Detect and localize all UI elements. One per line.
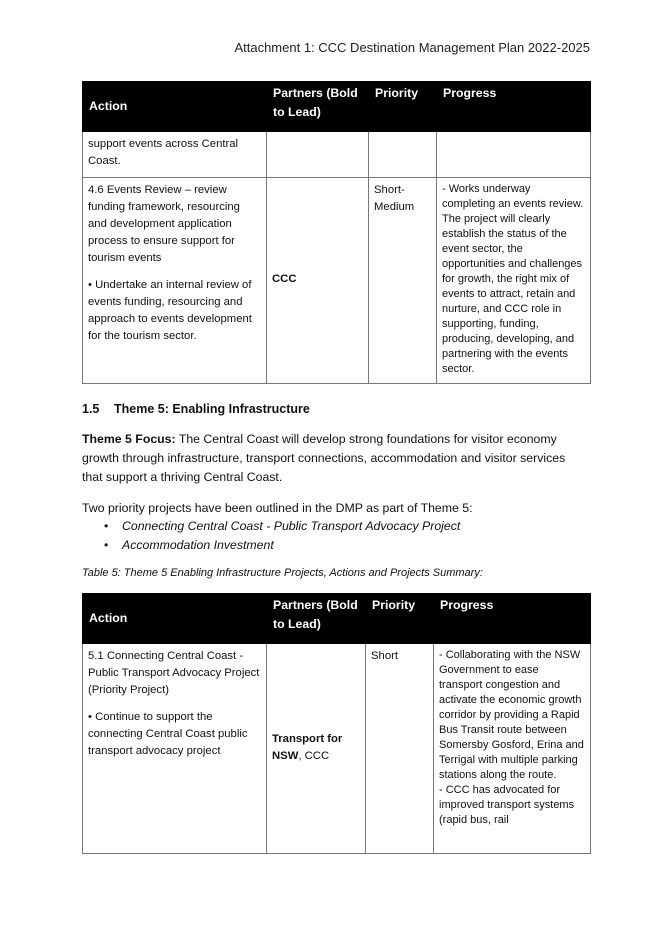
action-cell xyxy=(83,644,267,854)
partners-cell xyxy=(267,132,369,178)
column-header-progress: Progress xyxy=(437,82,591,132)
section-number: 1.5 xyxy=(82,402,100,416)
priority-projects-intro: Two priority projects have been outlined in the DMP as part of Theme 5: xyxy=(82,501,473,515)
column-header-action: Action xyxy=(83,82,267,132)
progress-cell xyxy=(437,132,591,178)
progress-cell xyxy=(434,644,591,854)
focus-label: Theme 5 Focus: xyxy=(82,432,176,446)
priority-cell xyxy=(369,132,437,178)
progress-text: - Collaborating with the NSW Government to ease transport congestion and activate the economic growth corridor by providing a Rapid Bus Transit route between Somersby Gosford, Erina and Terrigal with multiple parking stations along the route. xyxy=(439,649,584,781)
lead-partner: Transport for NSW xyxy=(272,732,343,762)
priority-value: Short-Medium xyxy=(374,184,415,213)
partners-cell xyxy=(267,178,369,384)
supporting-partner: , CCC xyxy=(298,749,330,762)
theme-focus-paragraph xyxy=(82,430,582,487)
progress-text: - Works underway completing an events review. The project will clearly establish the status of the event sector, the opportunities and challenges for growth, the right mix of events to attract, retain and nurture, and CCC role in supporting, funding, producing, developing, and partnering with the events sector. xyxy=(442,183,584,375)
list-item: • Connecting Central Coast - Public Transport Advocacy Project xyxy=(82,517,460,536)
action-cell xyxy=(83,132,267,178)
action-cell xyxy=(83,178,267,384)
action-subitem: • Continue to support the connecting Central Coast public transport advocacy project xyxy=(88,711,248,757)
action-description: 5.1 Connecting Central Coast - Public Transport Advocacy Project (Priority Project) xyxy=(88,650,260,696)
column-header-priority: Priority xyxy=(366,594,434,644)
action-text: support events across Central Coast. xyxy=(88,138,239,167)
priority-value: Short xyxy=(371,650,399,662)
column-header-partners: Partners (Bold to Lead) xyxy=(267,594,366,644)
table-caption: Table 5: Theme 5 Enabling Infrastructure Projects, Actions and Projects Summary: xyxy=(82,567,483,579)
table-row xyxy=(83,132,591,178)
priority-projects-list xyxy=(82,517,460,555)
actions-table-theme-4 xyxy=(82,81,591,384)
section-title: Theme 5: Enabling Infrastructure xyxy=(114,402,310,416)
priority-cell xyxy=(369,178,437,384)
section-heading xyxy=(82,402,310,416)
column-header-partners: Partners (Bold to Lead) xyxy=(267,82,369,132)
actions-table-theme-5 xyxy=(82,593,591,854)
partners-cell xyxy=(267,644,366,854)
action-description: 4.6 Events Review – review funding framework, resourcing and development application process to ensure support for tourism events xyxy=(88,184,240,264)
column-header-action: Action xyxy=(83,594,267,644)
column-header-priority: Priority xyxy=(369,82,437,132)
progress-text: - CCC has advocated for improved transport systems (rapid bus, rail xyxy=(439,784,575,826)
list-item: • Accommodation Investment xyxy=(82,536,460,555)
lead-partner: CCC xyxy=(272,273,297,285)
focus-text: The Central Coast will develop strong foundations for visitor economy growth through infrastructure, transport connections, accommodation and visitor services that support a thriving Central Coast. xyxy=(82,432,566,484)
page-header: Attachment 1: CCC Destination Management Plan 2022-2025 xyxy=(234,40,590,55)
table-row xyxy=(83,644,591,854)
progress-cell xyxy=(437,178,591,384)
column-header-progress: Progress xyxy=(434,594,591,644)
table-row xyxy=(83,178,591,384)
priority-cell xyxy=(366,644,434,854)
action-subitem: • Undertake an internal review of events funding, resourcing and approach to events development for the tourism sector. xyxy=(88,279,252,342)
